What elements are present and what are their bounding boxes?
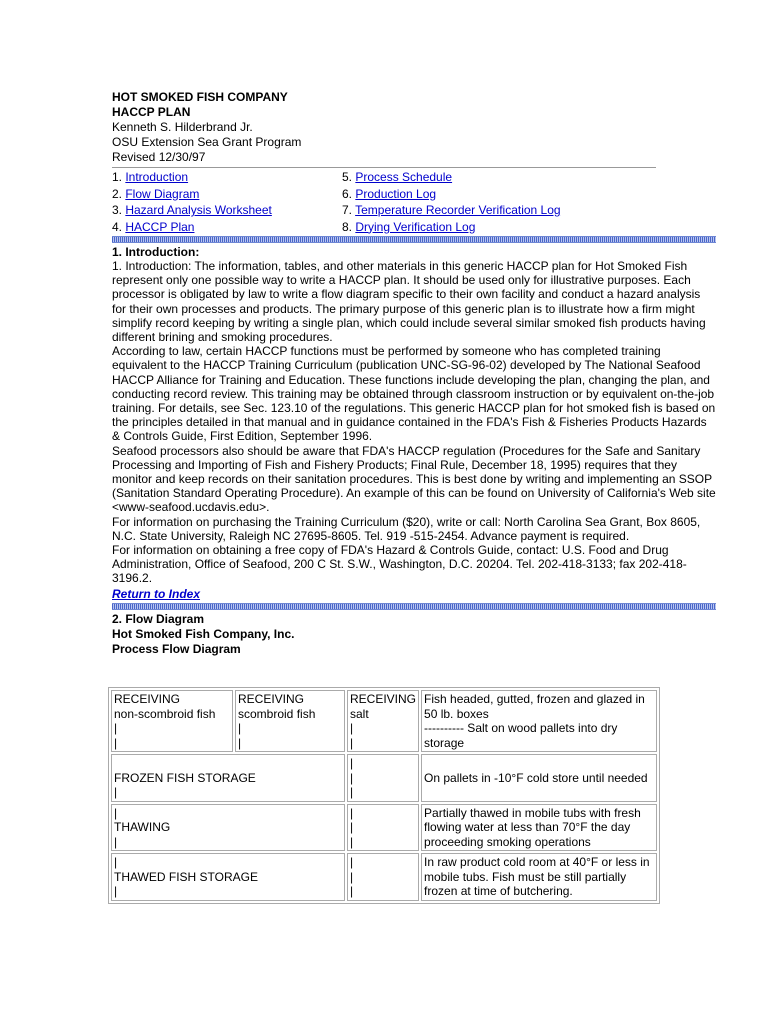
toc-item-haccp-plan: 4. HACCP Plan: [112, 219, 195, 234]
section-separator: [112, 236, 716, 243]
intro-heading: 1. Introduction:: [112, 245, 200, 259]
frozen-storage-note-cell: On pallets in -10°F cold store until needed: [421, 754, 657, 802]
organization: OSU Extension Sea Grant Program: [112, 135, 302, 149]
section-separator: [112, 603, 716, 610]
receiving-scombroid-cell: RECEIVING scombroid fish | |: [235, 690, 345, 752]
table-row: [111, 754, 657, 802]
salt-line-cell: | | |: [347, 804, 419, 852]
flow-company: Hot Smoked Fish Company, Inc.: [112, 626, 295, 641]
intro-paragraph-4: For information on purchasing the Training Curriculum ($20), write or call: North Carolina Sea Grant, Box 8605, N.C. State University, Raleigh NC 27695-8605. Tel. 919 -515-2454. Advance payment is required.: [112, 514, 701, 543]
toc-link-hazard-analysis[interactable]: Hazard Analysis Worksheet: [125, 203, 272, 217]
toc-link-process-schedule[interactable]: Process Schedule: [355, 170, 453, 184]
toc-link-introduction[interactable]: Introduction: [125, 170, 189, 184]
toc-link-haccp-plan[interactable]: HACCP Plan: [125, 219, 195, 234]
toc-item-temperature-log: 7. Temperature Recorder Verification Log: [342, 203, 561, 217]
intro-paragraph-3: Seafood processors also should be aware that FDA's HACCP regulation (Procedures for the Safe and Sanitary Processing and Importing of Fish and Fishery Products; Final Rule, December 18, 1995) requires that they monitor and keep records on their sanitation procedures. This is best done by writing and implementing an SSOP (Sanitation Standard Operating Procedure). An example of this can be found on University of California's Web site <www-seafood.ucdavis.edu>.: [112, 443, 716, 515]
frozen-storage-cell: FROZEN FISH STORAGE |: [111, 754, 345, 802]
table-row: [111, 804, 657, 852]
author: Kenneth S. Hilderbrand Jr.: [112, 120, 253, 134]
toc-item-introduction: 1. Introduction: [112, 170, 189, 184]
toc-link-temperature-log[interactable]: Temperature Recorder Verification Log: [355, 203, 561, 217]
toc-left-column: [112, 169, 342, 235]
divider: [112, 167, 656, 168]
intro-paragraph-5: For information on obtaining a free copy of FDA's Hazard & Controls Guide, contact: U.S. Food and Drug Administration, Office of Seafood, 200 C St. S.W., Washington, D.C. 20204. Tel. 202-418-3133; fax 202-418-3196.2.: [112, 543, 687, 586]
document-body: [112, 90, 716, 657]
table-row: [111, 690, 657, 752]
company-title: HOT SMOKED FISH COMPANY: [112, 90, 288, 104]
toc-link-production-log[interactable]: Production Log: [355, 186, 437, 201]
plan-title: HACCP PLAN: [112, 105, 191, 119]
table-row: [111, 853, 657, 901]
toc-item-flow-diagram: 2. Flow Diagram: [112, 186, 200, 201]
intro-paragraph-1: 1. Introduction: The information, tables, and other materials in this generic HACCP plan for Hot Smoked Fish represent only one possible way to write a HACCP plan. It should be used only for illustrative purposes. Each processor is obligated by law to write a flow diagram specific to their own facility and conduct a hazard analysis for their own processes and products. The primary purpose of this generic plan is to illustrate how a firm might simplify record keeping by writing a single plan, which could include several similar smoked fish products having different brining and smoking procedures.: [112, 259, 706, 345]
thawing-note-cell: Partially thawed in mobile tubs with fresh flowing water at less than 70°F the day proceeding smoking operations: [421, 804, 657, 852]
thawed-storage-note-cell: In raw product cold room at 40°F or less in mobile tubs. Fish must be still partially frozen at time of butchering.: [421, 853, 657, 901]
flow-subtitle: Process Flow Diagram: [112, 641, 241, 656]
intro-paragraph-2: According to law, certain HACCP functions must be performed by someone who has completed training equivalent to the HACCP Training Curriculum (publication UNC-SG-96-02) developed by The National Seafood HACCP Alliance for Training and Education. These functions include developing the plan, changing the plan, and conducting record review. This training may be obtained through classroom instruction or by equivalent on-the-job training. For details, see Sec. 123.10 of the regulations. This generic HACCP plan for hot smoked fish is based on the principles detailed in that manual and in guidance contained in the FDA's Fish & Fisheries Products Hazards & Controls Guide, First Edition, September 1996.: [112, 344, 716, 444]
toc-item-hazard-analysis: 3. Hazard Analysis Worksheet: [112, 203, 272, 217]
toc-item-drying-log: 8. Drying Verification Log: [342, 219, 476, 234]
toc-item-production-log: 6. Production Log: [342, 186, 437, 201]
flow-heading: 2. Flow Diagram: [112, 611, 205, 626]
toc-item-process-schedule: 5. Process Schedule: [342, 170, 453, 184]
thawed-storage-cell: | THAWED FISH STORAGE |: [111, 853, 345, 901]
receiving-non-scombroid-cell: RECEIVING non-scombroid fish | |: [111, 690, 233, 752]
return-to-index-link[interactable]: Return to Index: [112, 586, 201, 601]
toc-right-column: [342, 169, 672, 235]
revised-date: Revised 12/30/97: [112, 150, 206, 164]
salt-line-cell: | | |: [347, 754, 419, 802]
toc-link-drying-log[interactable]: Drying Verification Log: [355, 219, 476, 234]
process-flow-table: [108, 687, 660, 904]
table-of-contents: [112, 169, 672, 235]
receiving-salt-cell: RECEIVING salt | |: [347, 690, 419, 752]
salt-line-cell: | | |: [347, 853, 419, 901]
toc-link-flow-diagram[interactable]: Flow Diagram: [125, 186, 200, 201]
receiving-note-cell: Fish headed, gutted, frozen and glazed in 50 lb. boxes ---------- Salt on wood pallets into dry storage: [421, 690, 657, 752]
thawing-cell: | THAWING |: [111, 804, 345, 852]
